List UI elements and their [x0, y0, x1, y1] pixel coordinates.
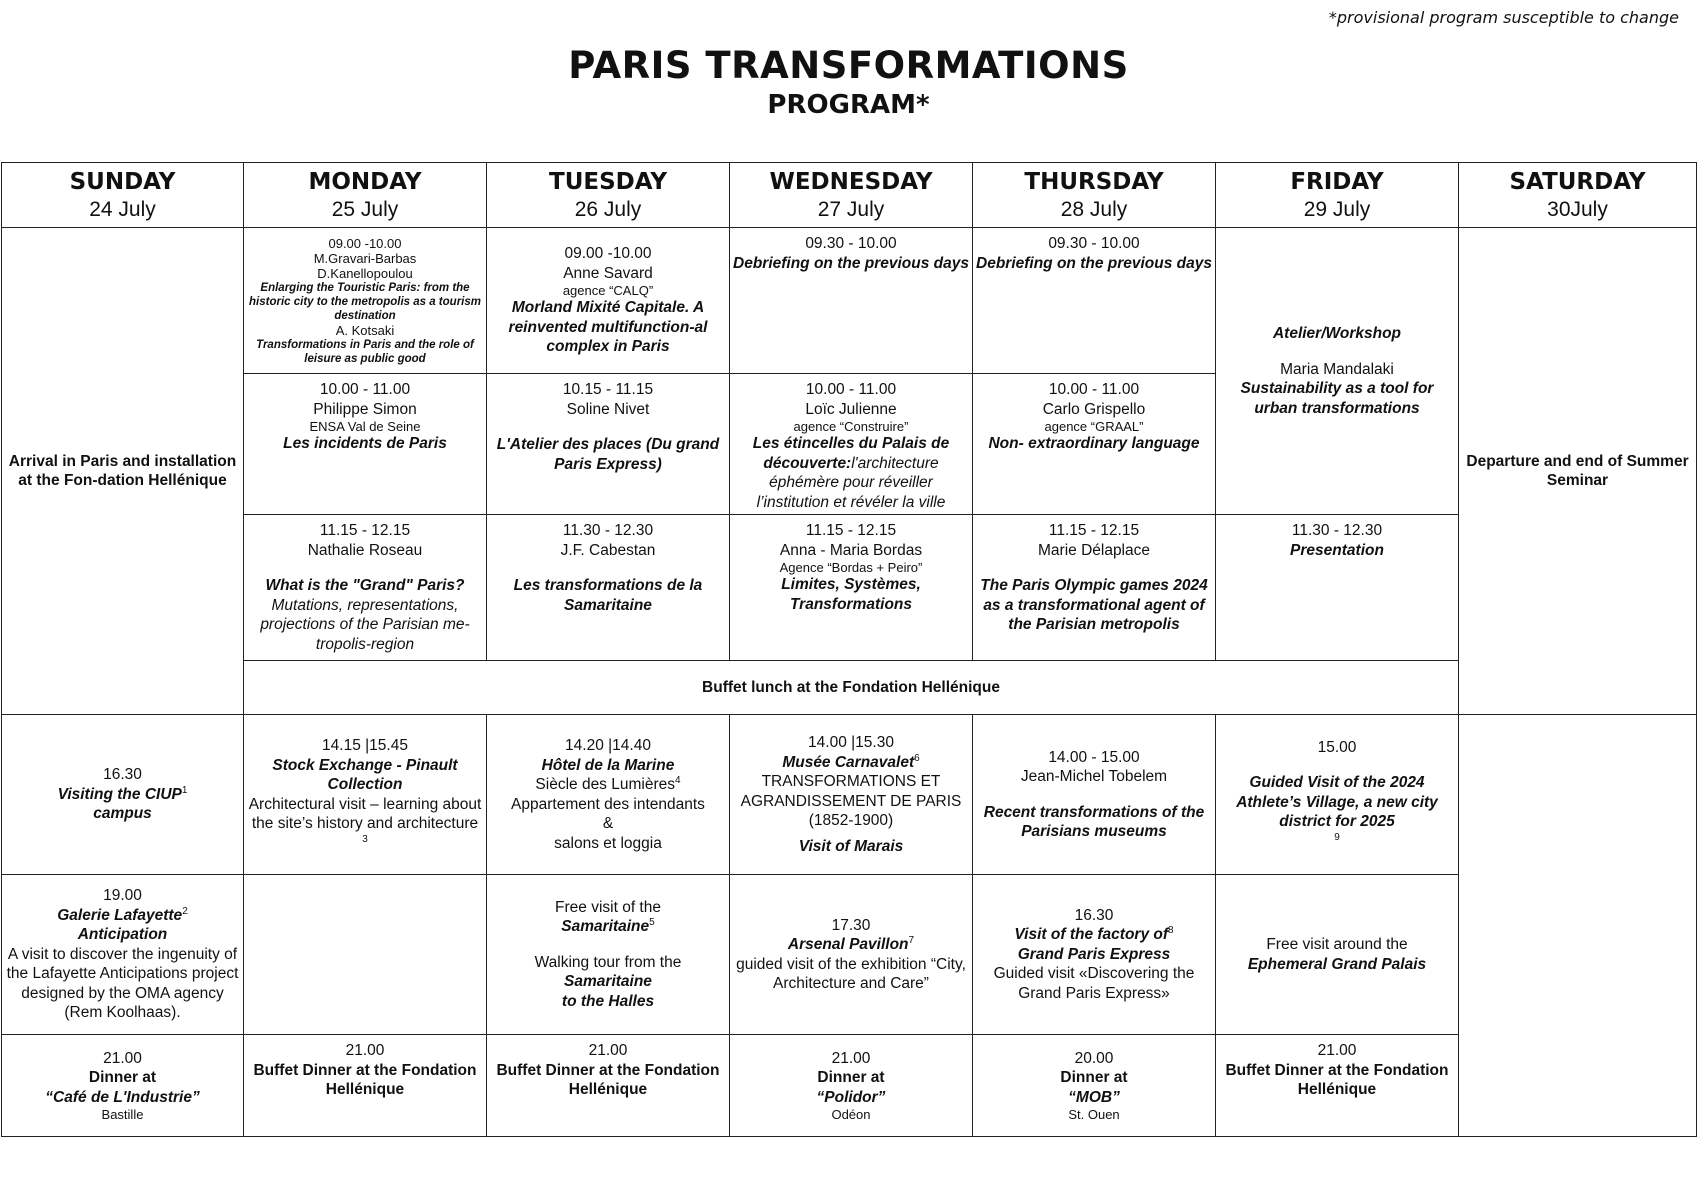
friday-evening: Free visit around the Ephemeral Grand Palais: [1216, 875, 1459, 1035]
day-header-wednesday: WEDNESDAY 27 July: [730, 163, 973, 228]
monday-session-2: 10.00 - 11.00 Philippe Simon ENSA Val de Seine Les incidents de Paris: [244, 374, 487, 515]
tuesday-session-1: 09.00 -10.00 Anne Savard agence “CALQ” Morland Mixité Capitale. A reinvented multifunction-al complex in Paris: [487, 228, 730, 374]
tuesday-dinner: 21.00 Buffet Dinner at the Fondation Hellénique: [487, 1035, 730, 1137]
monday-afternoon: 14.15 |15.45 Stock Exchange - Pinault Collection Architectural visit – learning about the site’s history and architecture $^3$: [244, 715, 487, 875]
lunch-cell: Buffet lunch at the Fondation Hellénique: [244, 661, 1459, 715]
tuesday-afternoon: 14.20 |14.40 Hôtel de la Marine Siècle des Lumières$^4$ Appartement des intendants & salons et loggia: [487, 715, 730, 875]
wednesday-session-2: 10.00 - 11.00 Loïc Julienne agence “Construire” Les étincelles du Palais de découverte:l'architecture éphémère pour réveiller l’institution et révéler la ville: [730, 374, 973, 515]
wednesday-session-1: 09.30 - 10.00 Debriefing on the previous days: [730, 228, 973, 374]
tuesday-evening: Free visit of the Samaritaine$^5$ Walking tour from the Samaritaine to the Halles: [487, 875, 730, 1035]
wednesday-evening: 17.30 Arsenal Pavillon$^7$ guided visit of the exhibition “City, Architecture and Care”: [730, 875, 973, 1035]
monday-session-3: 11.15 - 12.15 Nathalie Roseau What is the "Grand" Paris? Mutations, representations, projections of the Parisian me-tropolis-region: [244, 515, 487, 661]
day-header-friday: FRIDAY 29 July: [1216, 163, 1459, 228]
provisional-note: *provisional program susceptible to change: [1328, 8, 1679, 27]
saturday-empty-cell: [1459, 715, 1697, 1137]
day-header-thursday: THURSDAY 28 July: [973, 163, 1216, 228]
friday-dinner: 21.00 Buffet Dinner at the Fondation Hellénique: [1216, 1035, 1459, 1137]
page-title: PARIS TRANSFORMATIONS: [568, 44, 1129, 87]
monday-evening-empty: [244, 875, 487, 1035]
friday-workshop: Atelier/Workshop Maria Mandalaki Sustainability as a tool for urban transformations: [1216, 228, 1459, 515]
day-header-saturday: SATURDAY 30July: [1459, 163, 1697, 228]
saturday-departure-cell: Departure and end of Summer Seminar: [1459, 228, 1697, 715]
day-header-row: [2, 163, 1697, 228]
day-header-sunday: SUNDAY 24 July: [2, 163, 244, 228]
thursday-session-2: 10.00 - 11.00 Carlo Grispello agence “GRAAL” Non- extraordinary language: [973, 374, 1216, 515]
tuesday-session-3: 11.30 - 12.30 J.F. Cabestan Les transformations de la Samaritaine: [487, 515, 730, 661]
sunday-arrival-cell: Arrival in Paris and installation at the Fon-dation Hellénique: [2, 228, 244, 715]
tuesday-session-2: 10.15 - 11.15 Soline Nivet L'Atelier des places (Du grand Paris Express): [487, 374, 730, 515]
wednesday-dinner: 21.00 Dinner at “Polidor” Odéon: [730, 1035, 973, 1137]
thursday-session-3: 11.15 - 12.15 Marie Délaplace The Paris Olympic games 2024 as a transformational agent of the Parisian metropolis: [973, 515, 1216, 661]
thursday-dinner: 20.00 Dinner at “MOB” St. Ouen: [973, 1035, 1216, 1137]
monday-dinner: 21.00 Buffet Dinner at the Fondation Hellénique: [244, 1035, 487, 1137]
page-subtitle: PROGRAM*: [767, 90, 930, 120]
sunday-dinner: 21.00 Dinner at “Café de L'Industrie” Bastille: [2, 1035, 244, 1137]
sunday-lafayette-visit: 19.00 Galerie Lafayette$^2$ Anticipation A visit to discover the ingenuity of the Lafayette Anticipations project designed by the OMA agency (Rem Koolhaas).: [2, 875, 244, 1035]
thursday-evening: 16.30 Visit of the factory $of^8$ Grand Paris Express Guided visit «Discovering the Grand Paris Express»: [973, 875, 1216, 1035]
sunday-ciup-visit: 16.30 Visiting the CIUP$^1$ campus: [2, 715, 244, 875]
wednesday-session-3: 11.15 - 12.15 Anna - Maria Bordas Agence “Bordas + Peiro” Limites, Systèmes, Transformations: [730, 515, 973, 661]
monday-session-1: 09.00 -10.00 M.Gravari-Barbas D.Kanellopoulou Enlarging the Touristic Paris: from the historic city to the metropolis as a tourism destination A. Kotsaki Transformations in Paris and the role of leisure as public good: [244, 228, 487, 374]
day-header-monday: MONDAY 25 July: [244, 163, 487, 228]
friday-afternoon: 15.00 Guided Visit of the 2024 Athlete’s Village, a new city district for 2025 $^9$: [1216, 715, 1459, 875]
program-table: [1, 162, 1697, 1137]
thursday-session-1: 09.30 - 10.00 Debriefing on the previous days: [973, 228, 1216, 374]
thursday-afternoon: 14.00 - 15.00 Jean-Michel Tobelem Recent transformations of the Parisians museums: [973, 715, 1216, 875]
friday-presentation: 11.30 - 12.30 Presentation: [1216, 515, 1459, 661]
wednesday-afternoon: 14.00 |15.30 Musée Carnavalet$^6$ TRANSFORMATIONS ET AGRANDISSEMENT DE PARIS (1852-1900) Visit of Marais: [730, 715, 973, 875]
day-header-tuesday: TUESDAY 26 July: [487, 163, 730, 228]
